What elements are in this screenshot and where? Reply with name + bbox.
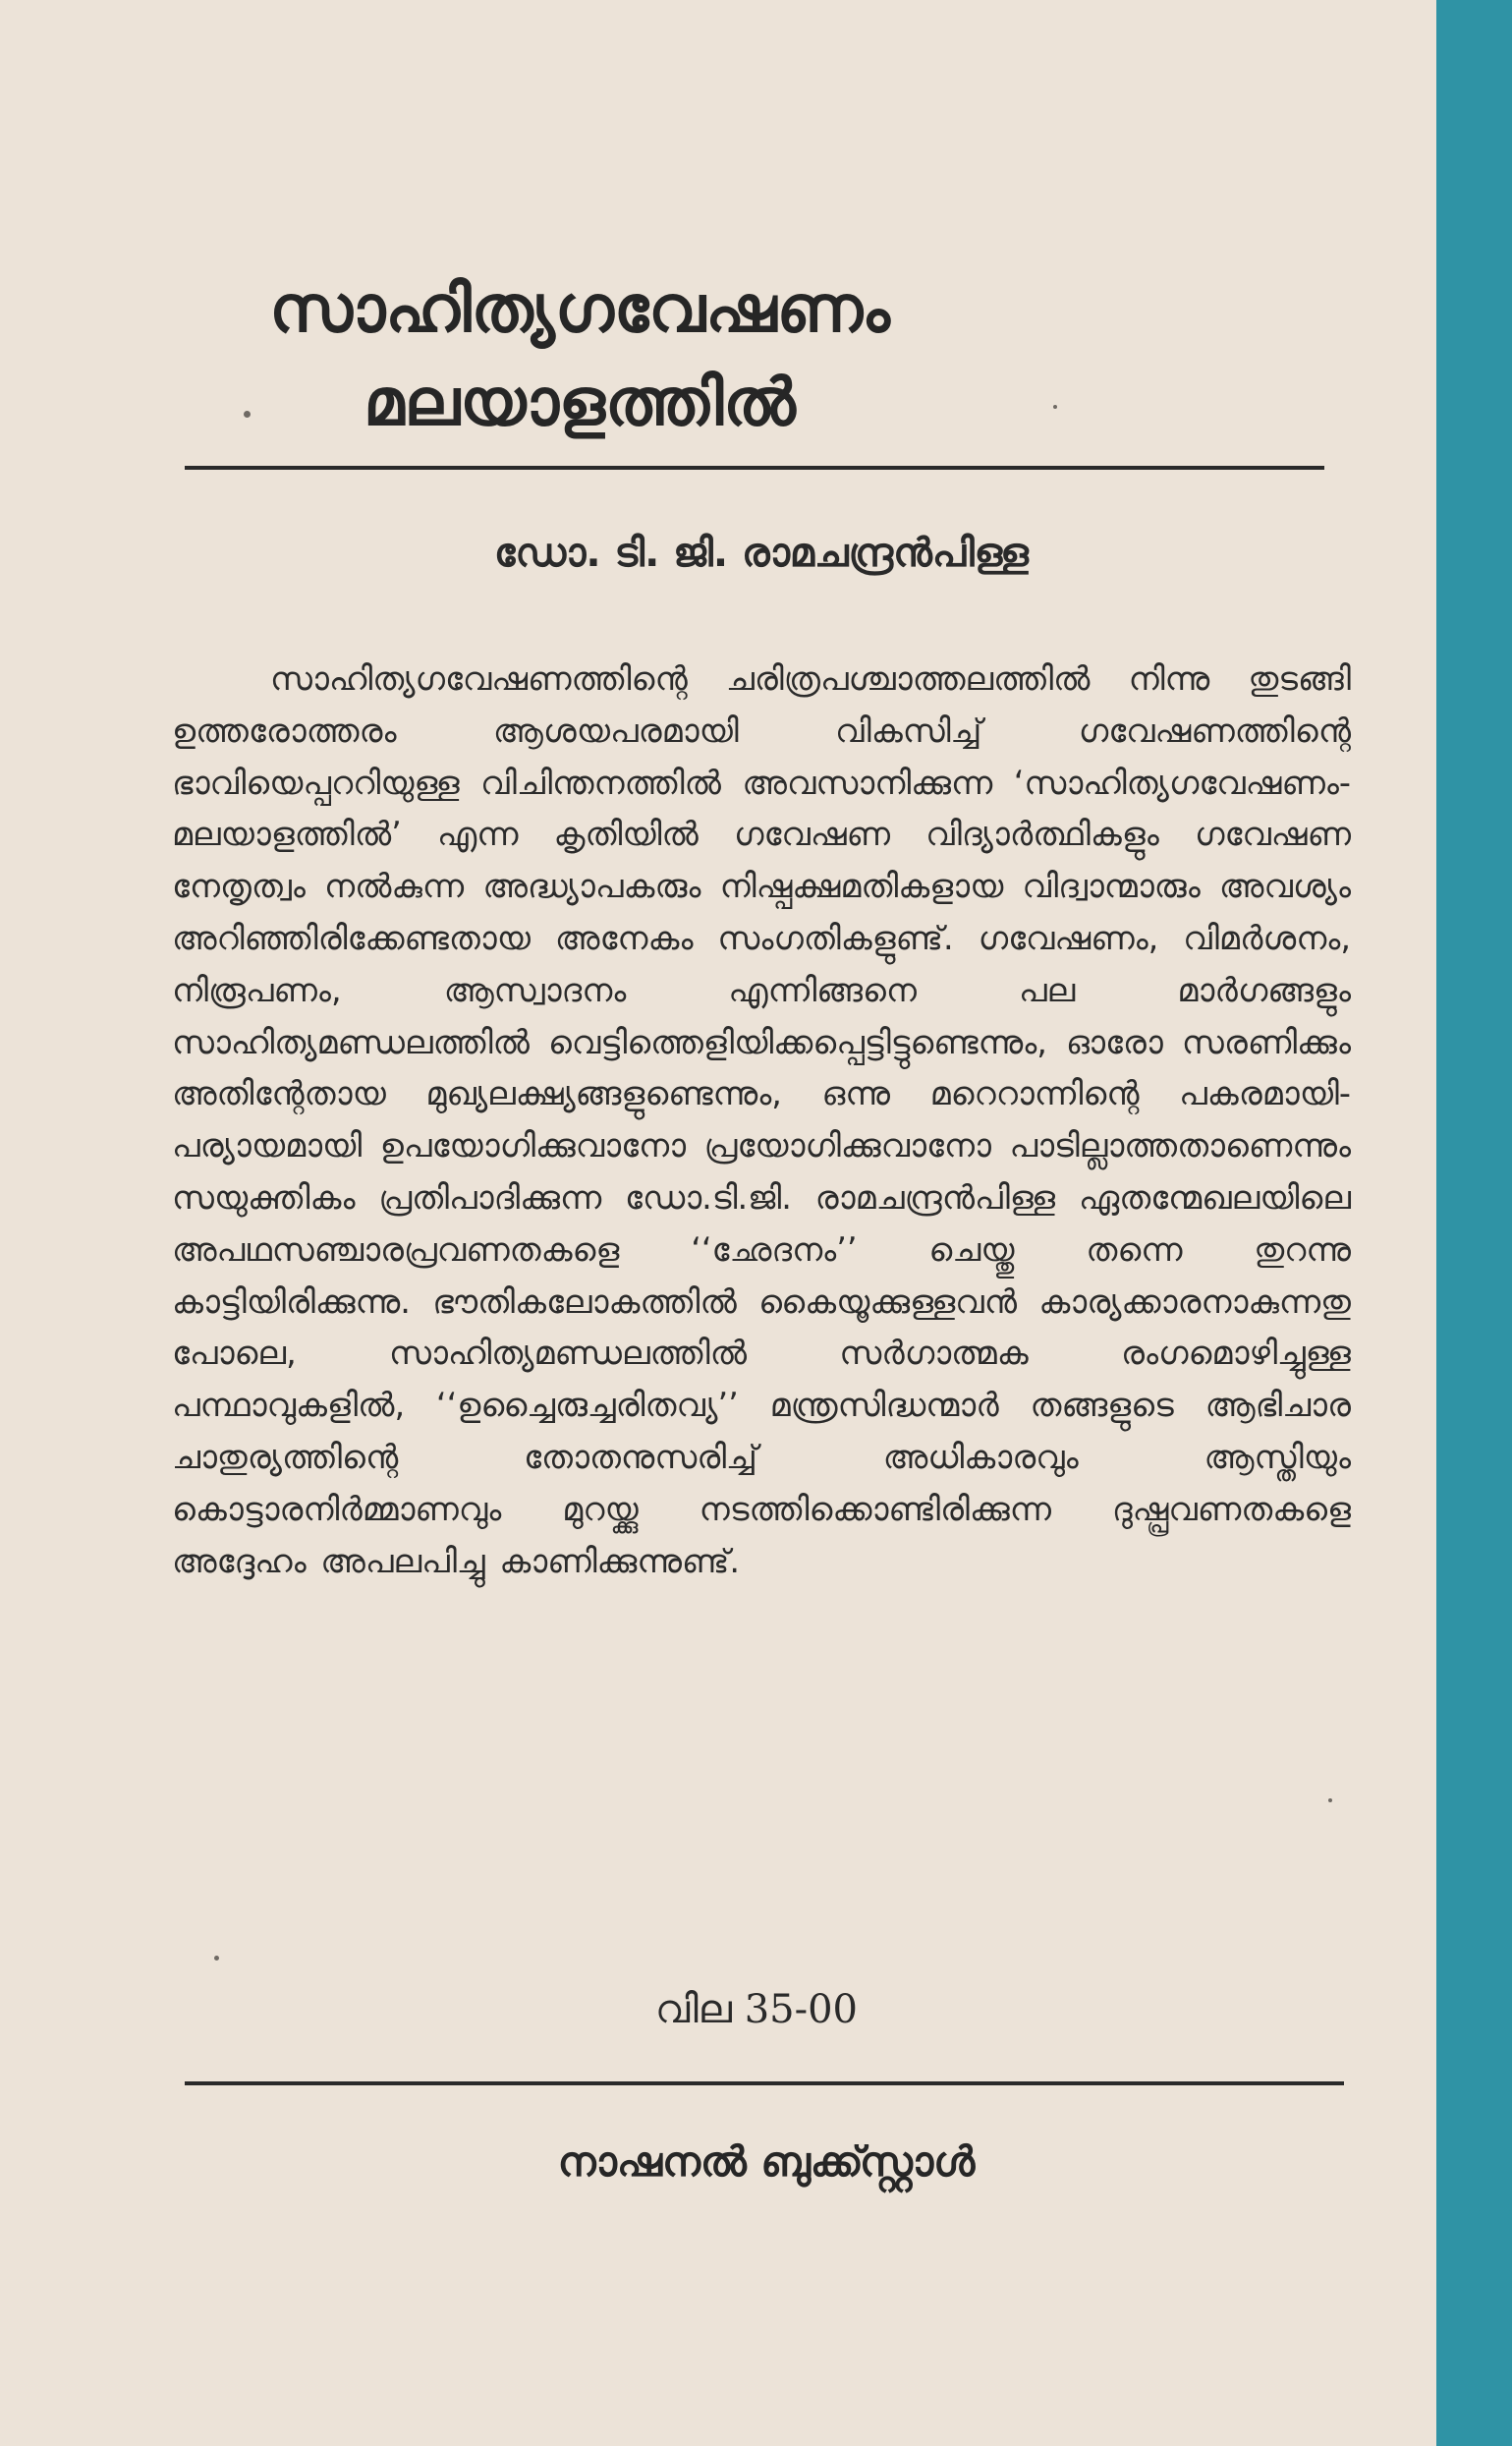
paper-speck bbox=[214, 1956, 219, 1961]
book-title-line-2: മലയാളത്തിൽ bbox=[364, 365, 796, 440]
publisher-name: നാഷനൽ ബുക്ക്സ്റ്റാൾ bbox=[557, 2137, 976, 2186]
price-label: വില 35-00 bbox=[654, 1987, 859, 2032]
book-description: സാഹിത്യഗവേഷണത്തിന്റെ ചരിത്രപശ്ചാത്തലത്തിൽ നിന്നു തുടങ്ങി ഉത്തരോത്തരം ആശയപരമായി വികസിച്ച് ഗവേഷണത്തിന്റെ ഭാവിയെപ്പററിയുള്ള വിചിന്തനത്തിൽ അവസാനിക്കുന്ന ‘സാഹിത്യഗവേഷണം-മലയാളത്തിൽ’ എന്ന കൃതിയിൽ ഗവേഷണ വിദ്യാർത്ഥികളും ഗവേഷണ നേതൃത്വം നൽകുന്ന അദ്ധ്യാപകരും നിഷ്പക്ഷമതികളായ വിദ്വാന്മാരും അവശ്യം അറിഞ്ഞിരിക്കേണ്ടതായ അനേകം സംഗതികളുണ്ട്. ഗവേഷണം, വിമർശനം, നിരൂപണം, ആസ്വാദനം എന്നിങ്ങനെ പല മാർഗങ്ങളും സാഹിത്യമണ്ഡലത്തിൽ വെട്ടിത്തെളിയിക്കപ്പെട്ടിട്ടുണ്ടെന്നും, ഓരോ സരണിക്കും അതിന്റേതായ മുഖ്യലക്ഷ്യങ്ങളുണ്ടെന്നും, ഒന്നു മറെറാന്നിന്റെ പകരമായി-പര്യായമായി ഉപയോഗിക്കുവാനോ പ്രയോഗിക്കുവാനോ പാടില്ലാത്തതാണെന്നും സയുക്തികം പ്രതിപാദിക്കുന്ന ഡോ.ടി.ജി. രാമചന്ദ്രൻപിള്ള ഏതന്മേഖലയിലെ അപഥസഞ്ചാരപ്രവണതകളെ ‘‘ഛേദനം’’ ചെയ്തു തന്നെ തുറന്നു കാട്ടിയിരിക്കുന്നു. ഭൗതികലോകത്തിൽ കൈയൂക്കുള്ളവൻ കാര്യക്കാരനാകുന്നതു പോലെ, സാഹിത്യമണ്ഡലത്തിൽ സർഗാത്മക രംഗമൊഴിച്ചുള്ള പന്ഥാവുകളിൽ, ‘‘ഉച്ചൈരുച്ചരിതവ്യ’’ മന്ത്രസിദ്ധന്മാർ തങ്ങളുടെ ആഭിചാര ചാതുര്യത്തിന്റെ തോതനുസരിച്ച് അധികാരവും ആസ്തിയും കൊട്ടാരനിർമ്മാണവും മുറയ്ക്കു നടത്തിക്കൊണ്ടിരിക്കുന്ന ദുഷ്പ്രവണതകളെ അദ്ദേഹം അപലപിച്ചു കാണിക്കുന്നുണ്ട്. bbox=[172, 659, 1351, 1580]
paper-speck bbox=[244, 411, 251, 418]
spine-color-strip bbox=[1436, 0, 1512, 2446]
paper-speck bbox=[1328, 1798, 1332, 1802]
paper-speck bbox=[1053, 405, 1057, 409]
book-title-line-1: സാഹിത്യഗവേഷണം bbox=[269, 271, 890, 347]
author-name: ഡോ. ടി. ജി. രാമചന്ദ്രൻപിള്ള bbox=[494, 531, 1029, 576]
bottom-divider-rule bbox=[185, 2081, 1344, 2085]
top-divider-rule bbox=[185, 466, 1324, 470]
